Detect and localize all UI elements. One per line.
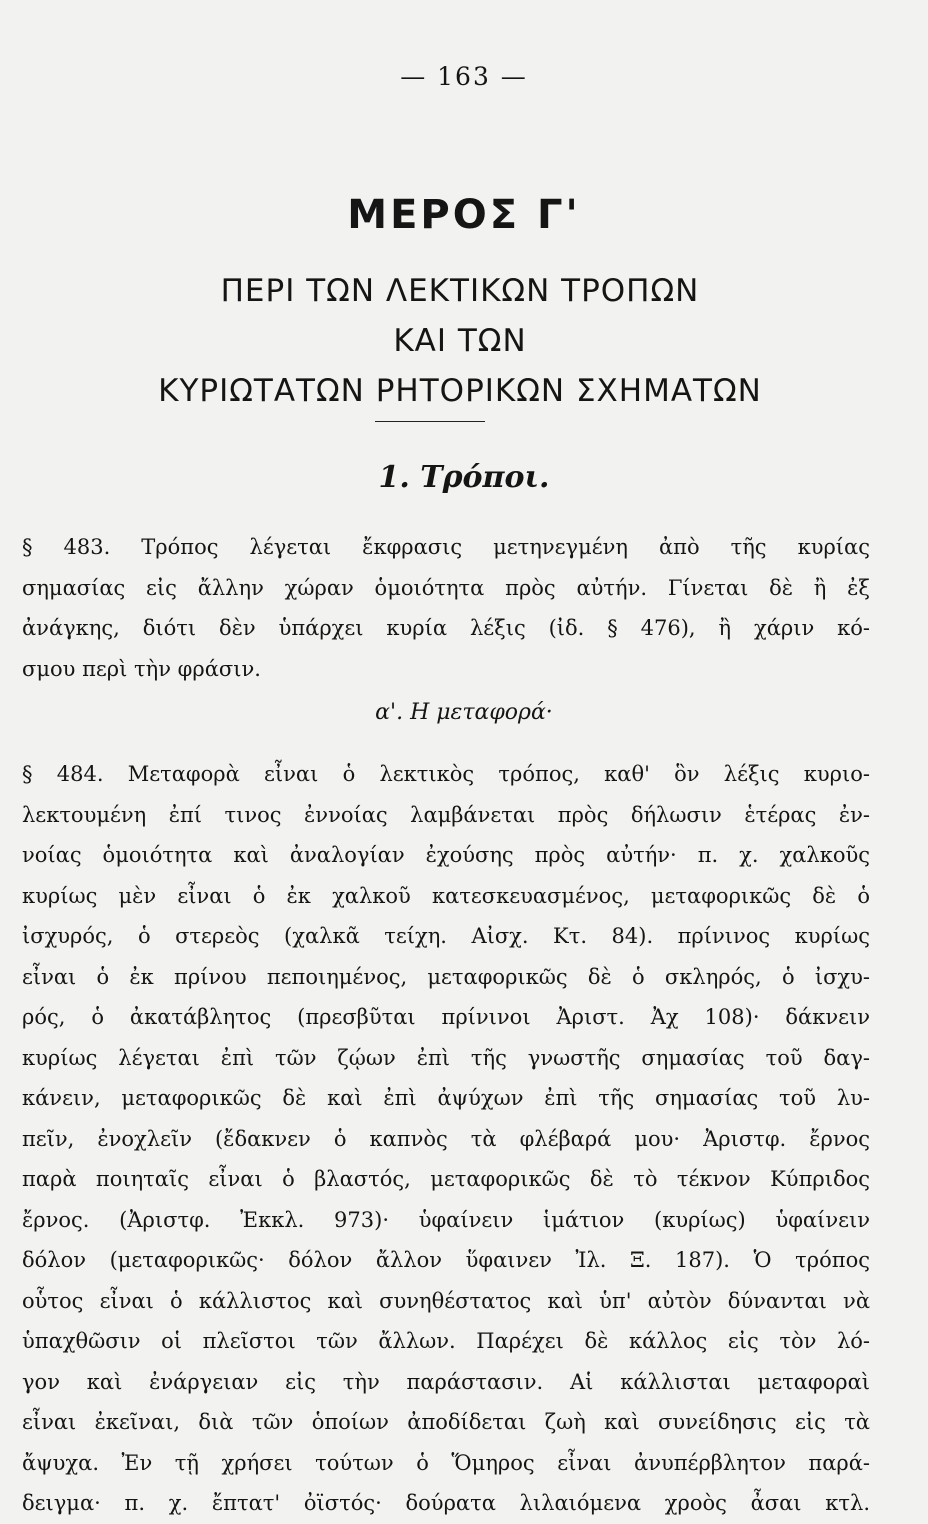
paragraph-483: [22, 527, 870, 689]
text-line: σμου περὶ τὴν φράσιν.: [22, 656, 261, 681]
text-line: κυρίως λέγεται ἐπὶ τῶν ζῴων ἐπὶ τῆς γνωστῆς σημασίας τοῦ δαγ-: [22, 1045, 870, 1070]
text-line: κυρίως μὲν εἶναι ὁ ἐκ χαλκοῦ κατεσκευασμένος, μεταφορικῶς δὲ ὁ: [22, 883, 870, 908]
text-line: πεῖν, ἐνοχλεῖν (ἔδακνεν ὁ καπνὸς τὰ φλέβαρά μου· Ἀριστφ. ἔρνος: [22, 1126, 870, 1151]
text-line: ἔρνος. (Ἀριστφ. Ἐκκλ. 973)· ὑφαίνειν ἱμάτιον (κυρίως) ὑφαίνειν: [22, 1207, 870, 1232]
heading-divider: [375, 421, 485, 422]
text-line: λεκτουμένη ἐπί τινος ἐννοίας λαμβάνεται πρὸς δήλωσιν ἑτέρας ἐν-: [22, 802, 870, 827]
part-title: ΜΕΡΟΣ Γ': [347, 192, 581, 238]
text-line: ὑπαχθῶσιν οἱ πλεῖστοι τῶν ἄλλων. Παρέχει δὲ κάλλος εἰς τὸν λό-: [22, 1329, 870, 1353]
paragraph-484: [22, 754, 870, 1524]
text-line: ρός, ὁ ἀκατάβλητος (πρεσβῦται πρίνινοι Ἀριστ. Ἀχ 108)· δάκνειν: [22, 1005, 870, 1029]
text-line: νοίας ὁμοιότητα καὶ ἀναλογίαν ἐχούσης πρὸς αὐτήν· π. χ. χαλκοῦς: [22, 843, 870, 867]
section-title: 1. Τρόποι.: [378, 460, 550, 495]
chapter-heading: [60, 266, 860, 416]
text-line: § 484. Μεταφορὰ εἶναι ὁ λεκτικὸς τρόπος, καθ' ὃν λέξις κυριο-: [22, 762, 870, 786]
subsection-title: α'. Η μεταφορά·: [375, 700, 553, 725]
text-line: γον καὶ ἐνάργειαν εἰς τὴν παράστασιν. Αἱ κάλλισται μεταφοραὶ: [22, 1369, 870, 1394]
heading-line-1: ΠΕΡΙ ΤΩΝ ΛΕΚΤΙΚΩΝ ΤΡΟΠΩΝ: [220, 273, 700, 309]
page-number: — 163 —: [400, 62, 528, 91]
text-line: σημασίας εἰς ἄλλην χώραν ὁμοιότητα πρὸς αὐτήν. Γίνεται δὲ ἢ ἐξ: [22, 575, 870, 600]
text-line: εἶναι ἐκεῖναι, διὰ τῶν ὁποίων ἀποδίδεται ζωὴ καὶ συνείδησις εἰς τὰ: [22, 1410, 870, 1434]
text-line: ἰσχυρός, ὁ στερεὸς (χαλκᾶ τείχη. Αἰσχ. Κτ. 84). πρίνινος κυρίως: [22, 924, 870, 948]
text-line: εἶναι ὁ ἐκ πρίνου πεποιημένος, μεταφορικῶς δὲ ὁ σκληρός, ὁ ἰσχυ-: [22, 964, 870, 989]
text-line: δειγμα· π. χ. ἔπτατ' ὀϊστός· δούρατα λιλαιόμενα χροὸς ἆσαι κτλ.: [22, 1491, 870, 1515]
text-line: δόλον (μεταφορικῶς· δόλον ἄλλον ὕφαινεν Ἰλ. Ξ. 187). Ὁ τρόπος: [22, 1248, 870, 1272]
heading-line-2: ΚΑΙ ΤΩΝ: [393, 323, 527, 359]
heading-line-3: ΚΥΡΙΩΤΑΤΩΝ ΡΗΤΟΡΙΚΩΝ ΣΧΗΜΑΤΩΝ: [158, 373, 762, 409]
text-line: ἄψυχα. Ἐν τῇ χρήσει τούτων ὁ Ὅμηρος εἶναι ἀνυπέρβλητον παρά-: [22, 1450, 870, 1475]
text-line: κάνειν, μεταφορικῶς δὲ καὶ ἐπὶ ἀψύχων ἐπὶ τῆς σημασίας τοῦ λυ-: [22, 1086, 870, 1110]
text-line: οὗτος εἶναι ὁ κάλλιστος καὶ συνηθέστατος καὶ ὑπ' αὐτὸν δύνανται νὰ: [22, 1288, 870, 1313]
text-line: § 483. Τρόπος λέγεται ἔκφρασις μετηνεγμένη ἀπὸ τῆς κυρίας: [22, 535, 870, 559]
text-line: παρὰ ποιηταῖς εἶναι ὁ βλαστός, μεταφορικῶς δὲ τὸ τέκνον Κύπριδος: [22, 1167, 870, 1191]
text-line: ἀνάγκης, διότι δὲν ὑπάρχει κυρία λέξις (ἰδ. § 476), ἢ χάριν κό-: [22, 616, 870, 640]
